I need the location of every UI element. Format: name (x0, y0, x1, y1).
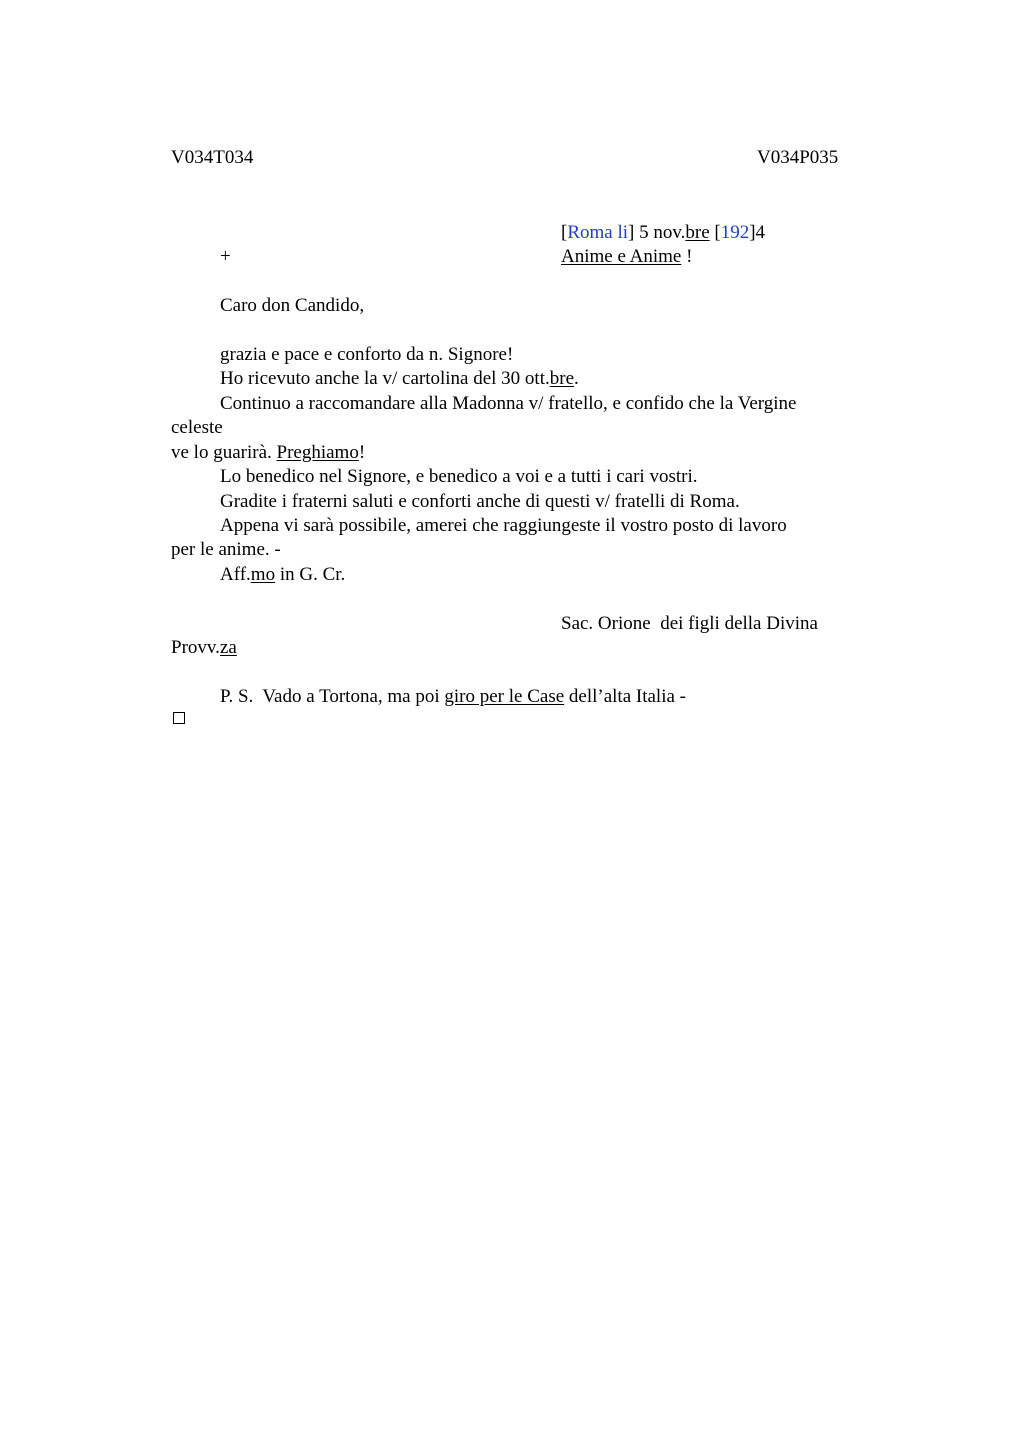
body-appena-1: Appena vi sarà possibile, amerei che raggiungeste il vostro posto di lavoro (220, 515, 787, 536)
dateline-bracket: [ (561, 222, 568, 243)
postscript-text: P. S. Vado a Tortona, ma poi (220, 686, 445, 707)
motto-tail: ! (681, 246, 693, 267)
aff-suffix: mo (250, 564, 276, 585)
motto (561, 245, 692, 269)
end-square-icon (173, 712, 185, 724)
dateline (561, 221, 765, 245)
continue-underlined: Preghiamo (276, 442, 359, 463)
dateline-place: Roma li (567, 222, 629, 243)
body-continue-1: Continuo a raccomandare alla Madonna v/ fratello, e confido che la Vergine (220, 393, 797, 414)
signature-line-2 (171, 636, 237, 660)
motto-text: Anime e Anime (561, 246, 682, 267)
cross-symbol: + (220, 246, 231, 267)
received-period: . (574, 368, 579, 389)
signature-line-1: Sac. Orione dei figli della Divina (561, 613, 818, 634)
postscript-underlined: giro per le Case (444, 686, 565, 707)
salutation: Caro don Candido, (220, 295, 365, 316)
dateline-bracket-2: [ (709, 222, 721, 243)
dateline-year-suffix: ]4 (749, 222, 766, 243)
body-continue-2: celeste (171, 417, 223, 438)
continue-exclaim: ! (358, 442, 366, 463)
dateline-month-suffix: bre (685, 222, 710, 243)
aff-tail: in G. Cr. (275, 564, 346, 585)
body-greetings: Gradite i fraterni saluti e conforti anche di questi v/ fratelli di Roma. (220, 491, 740, 512)
signature-provv: Provv. (171, 637, 220, 658)
header-right-code: V034P035 (757, 147, 839, 168)
aff-text: Aff. (220, 564, 251, 585)
continue-text: ve lo guarirà. (171, 442, 277, 463)
body-appena-2: per le anime. - (171, 539, 281, 560)
closing-aff (220, 563, 345, 587)
body-greeting: grazia e pace e conforto da n. Signore! (220, 344, 514, 365)
received-suffix: bre (549, 368, 575, 389)
body-received (220, 367, 579, 391)
header-left-code: V034T034 (171, 147, 254, 168)
received-text: Ho ricevuto anche la v/ cartolina del 30 ott. (220, 368, 550, 389)
postscript (220, 685, 686, 709)
postscript-tail: dell’alta Italia - (564, 686, 687, 707)
body-bless: Lo benedico nel Signore, e benedico a voi e a tutti i cari vostri. (220, 466, 698, 487)
signature-suffix: za (219, 637, 237, 658)
body-continue-3 (171, 441, 365, 465)
dateline-day-month: ] 5 nov. (628, 222, 686, 243)
dateline-year-prefix: 192 (720, 222, 750, 243)
